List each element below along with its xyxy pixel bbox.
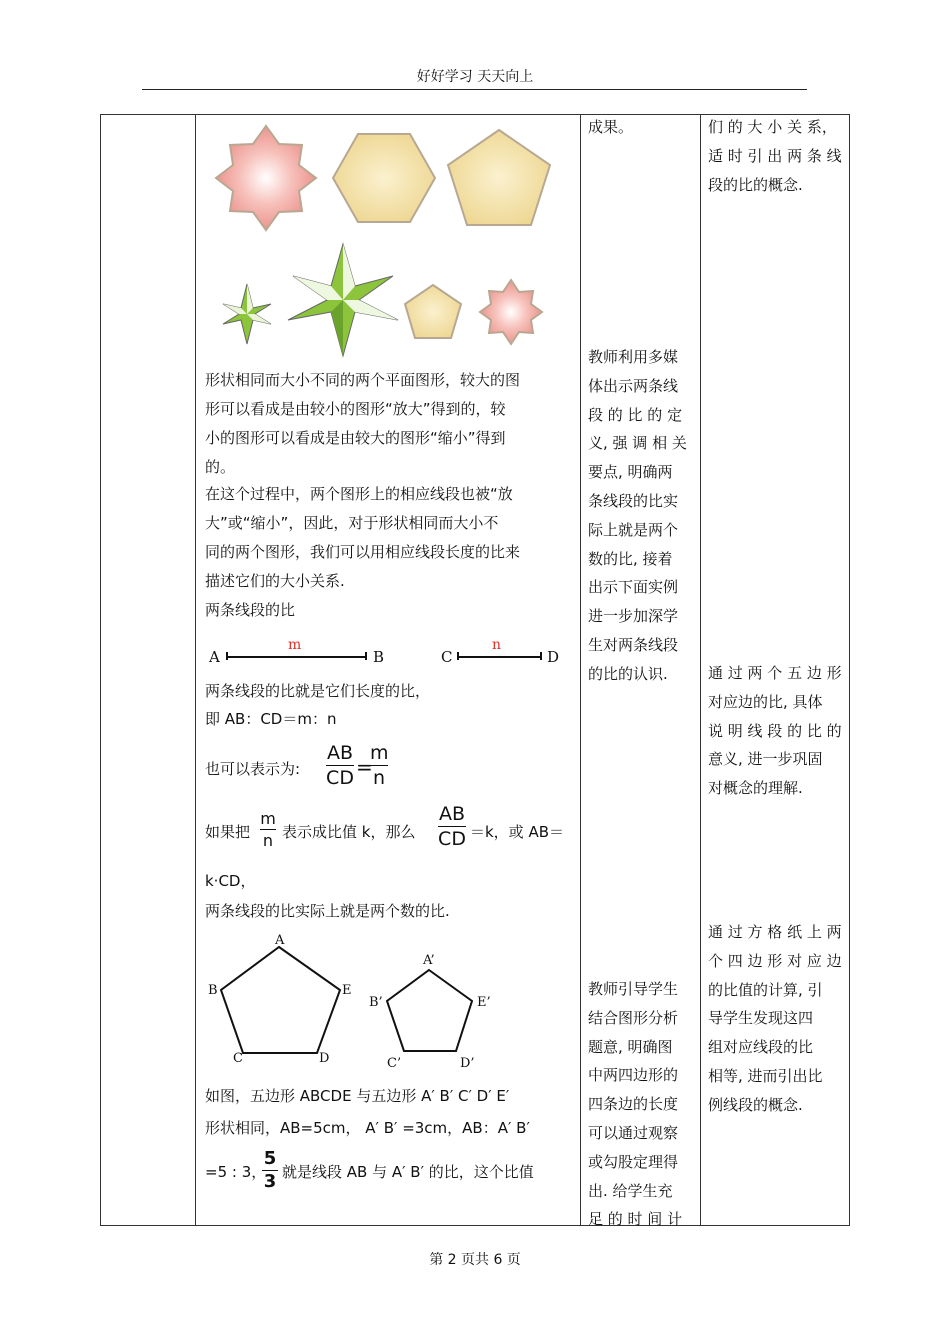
design-intent-2 xyxy=(708,659,848,803)
seg1-right-label: B xyxy=(373,648,385,666)
fraction-denominator: CD xyxy=(326,767,354,789)
fraction-numerator: AB xyxy=(438,803,466,825)
label-b-prime: B’ xyxy=(369,995,383,1010)
text-line: 小的图形可以看成是由较大的图形“缩小”得到 xyxy=(205,429,506,447)
example-line-1: 如图，五边形 ABCDE 与五边形 A′ B′ C′ D′ E′ xyxy=(205,1087,510,1105)
label-e: E xyxy=(342,983,352,998)
text-line: 同的两个图形，我们可以用相应线段长度的比来 xyxy=(205,543,521,561)
page-header: 好好学习 天天向上 xyxy=(416,69,534,85)
col-divider-3 xyxy=(700,114,701,1226)
text-line: 条线段的比实 xyxy=(588,491,679,510)
text-line: 可以通过观察 xyxy=(588,1123,679,1142)
text-line: 对概念的理解. xyxy=(708,779,803,798)
seg2-length-label: n xyxy=(492,637,502,653)
text-line: 足 的 时 间 计 xyxy=(588,1210,683,1229)
text-line: 结合图形分析 xyxy=(588,1008,679,1027)
text-line: 体出示两条线 xyxy=(588,376,679,395)
col-divider-1 xyxy=(195,114,196,1226)
label-c-prime: C’ xyxy=(387,1056,402,1070)
label-c: C xyxy=(233,1051,243,1066)
text-line: 中两四边形的 xyxy=(588,1066,679,1085)
example-line-3-prefix: =5 : 3， xyxy=(205,1163,267,1181)
fraction-numerator: 5 xyxy=(263,1148,277,1169)
example-line-3-suffix: 就是线段 AB 与 A′ B′ 的比，这个比值 xyxy=(282,1163,534,1181)
text-line: 四条边的长度 xyxy=(588,1095,679,1114)
pentagon-abcde-prime xyxy=(387,970,472,1051)
fraction-denominator: n xyxy=(372,767,386,789)
col-divider-2 xyxy=(580,114,581,1226)
seg1-left-label: A xyxy=(209,648,220,666)
text-line: 进一步加深学 xyxy=(588,607,679,626)
if-suffix: ＝k，或 AB＝ xyxy=(470,823,565,841)
text-line: 组对应线段的比 xyxy=(708,1038,814,1057)
text-line: 们 的 大 小 关 系， xyxy=(708,118,837,136)
if-middle: 表示成比值 k，那么 xyxy=(282,823,416,841)
seg2-left-label: C xyxy=(441,648,453,666)
label-d-prime: D’ xyxy=(460,1056,475,1070)
text-line: 例线段的概念. xyxy=(708,1095,803,1114)
definition-line-2: 即 AB：CD＝m：n xyxy=(205,710,337,728)
text-line: 教师引导学生 xyxy=(588,980,679,998)
text-line: 出. 给学生充 xyxy=(588,1181,673,1200)
seg2-right-label: D xyxy=(547,648,560,666)
text-line: 要点, 明确两 xyxy=(588,463,673,482)
text-line: 相等, 进而引出比 xyxy=(708,1066,823,1085)
text-line: 适 时 引 出 两 条 线 xyxy=(708,146,842,165)
k-cd-line: k·CD， xyxy=(205,872,256,890)
label-b: B xyxy=(208,983,218,998)
fraction-denominator: CD xyxy=(438,828,466,850)
text-line: 际上就是两个 xyxy=(588,520,679,539)
text-line: 段 的 比 的 定 xyxy=(588,405,683,424)
text-line: 教师利用多媒 xyxy=(588,348,679,366)
text-line: 通 过 两 个 五 边 形 xyxy=(708,664,842,682)
if-prefix: 如果把 xyxy=(205,823,251,841)
shapes-illustration xyxy=(200,118,575,363)
text-line: 在这个过程中，两个图形上的相应线段也被“放 xyxy=(205,485,513,503)
pentagon-large xyxy=(448,130,550,225)
seg1-length-label: m xyxy=(288,637,302,653)
pentagons-diagram xyxy=(200,930,575,1070)
equals-sign: = xyxy=(356,755,373,779)
text-line: 个 四 边 形 对 应 边 xyxy=(708,951,842,970)
teacher-activity-1 xyxy=(588,113,696,142)
pink-star-large xyxy=(216,126,316,230)
label-e-prime: E’ xyxy=(477,995,491,1010)
conclusion-line: 两条线段的比实际上就是两个数的比. xyxy=(205,902,450,920)
text-line: 大”或“缩小”，因此，对于形状相同而大小不 xyxy=(205,514,499,532)
pentagon-small xyxy=(405,285,461,338)
text-line: 的比值的计算, 引 xyxy=(708,980,823,999)
fraction-denominator: 3 xyxy=(263,1171,277,1192)
seg1-right-tick xyxy=(365,652,367,660)
text-line: 形状相同而大小不同的两个平面图形，较大的图 xyxy=(205,371,521,389)
fraction-ab-cd xyxy=(326,742,354,789)
fraction-numerator: m xyxy=(260,809,276,828)
text-line: 意义, 进一步巩固 xyxy=(708,750,823,769)
fraction-ab-cd-inline xyxy=(438,803,466,850)
text-line: 通 过 方 格 纸 上 两 xyxy=(708,923,842,941)
text-line: 导学生发现这四 xyxy=(708,1009,814,1028)
fraction-m-n-inline xyxy=(260,809,276,850)
text-line: 生对两条线段 xyxy=(588,635,679,654)
teacher-activity-2 xyxy=(588,343,696,689)
page-footer: 第 2 页共 6 页 xyxy=(429,1252,521,1268)
pink-star-small xyxy=(480,280,542,344)
design-intent-1 xyxy=(708,113,848,199)
example-line-2: 形状相同，AB=5cm， A′ B′ =3cm，AB：A′ B′ xyxy=(205,1119,530,1137)
hexagon xyxy=(333,134,435,222)
design-intent-3 xyxy=(708,918,848,1120)
text-line: 题意, 明确图 xyxy=(588,1037,673,1056)
text-line: 出示下面实例 xyxy=(588,578,679,597)
fraction-denominator: n xyxy=(262,831,274,850)
green-star-small xyxy=(223,284,271,344)
fraction-numerator: AB xyxy=(326,742,354,764)
green-star-large xyxy=(288,244,398,356)
header-rule xyxy=(142,89,807,90)
text-line: 说 明 线 段 的 比 的 xyxy=(708,721,842,740)
label-a: A xyxy=(275,933,285,948)
text-line: 的比的认识. xyxy=(588,664,668,683)
text-line: 的。 xyxy=(205,458,236,476)
seg2-right-tick xyxy=(540,652,542,660)
pentagon-abcde xyxy=(221,947,340,1053)
fraction-numerator: m xyxy=(370,742,389,764)
text-line: 数的比, 接着 xyxy=(588,549,673,568)
text-line: 形可以看成是由较小的图形“放大”得到的，较 xyxy=(205,400,506,418)
fraction-m-n xyxy=(370,742,388,789)
text-line: 义, 强 调 相 关 xyxy=(588,434,687,453)
teacher-activity-3 xyxy=(588,975,696,1234)
text-line: 对应边的比, 具体 xyxy=(708,692,823,711)
text-line: 描述它们的大小关系. xyxy=(205,572,345,590)
text-line: 成果。 xyxy=(588,118,634,136)
definition-line-1: 两条线段的比就是它们长度的比， xyxy=(205,682,431,700)
label-a-prime: A’ xyxy=(423,953,435,968)
alt-representation-label: 也可以表示为: xyxy=(205,760,301,778)
text-line: 或勾股定理得 xyxy=(588,1152,679,1171)
fraction-5-3 xyxy=(262,1149,278,1192)
text-line: 段的比的概念. xyxy=(708,175,803,194)
section-heading: 两条线段的比 xyxy=(205,601,296,619)
label-d: D xyxy=(319,1051,330,1066)
